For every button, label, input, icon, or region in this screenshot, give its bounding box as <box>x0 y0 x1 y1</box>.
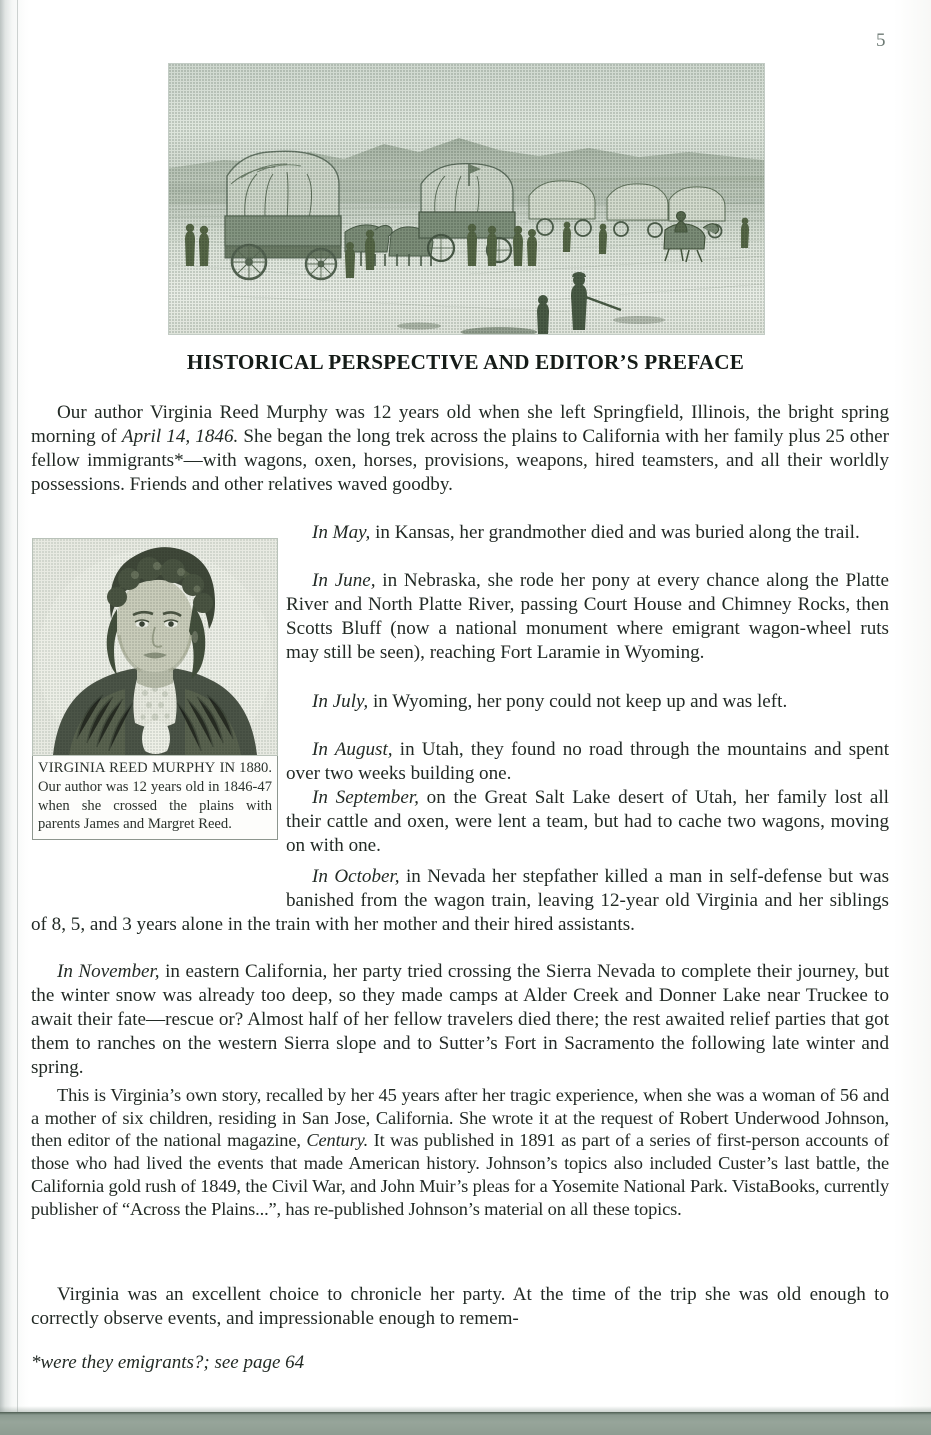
caption-body-text: IN 1880. Our author was 12 years old in 1846-47 when she crossed the plains with parents James and Margret Reed. <box>38 760 272 833</box>
scan-gutter-shadow <box>0 0 26 1412</box>
publication-text-a: This is Virginia’s own story, recalled by her 45 years after her tragic experience, when she was a woman of 56 and a mother of six children, residing in San Jose, California. She wrote it at the request of Robert Underwood Johnson, then editor of the national magazine, <box>31 1085 889 1151</box>
paragraph-november <box>31 960 889 1080</box>
paragraph-june <box>286 569 889 665</box>
magazine-name: Century. <box>306 1130 369 1151</box>
page-number: 5 <box>876 30 886 51</box>
portrait-halftone-texture <box>33 539 277 755</box>
intro-text-b: She began the long trek across the plains to California with her family plus 25 other fellow immigrants*—with wagons, oxen, horses, provisions, weapons, hired teamsters, and all their worldly possessions. Friends and other relatives waved goodby. <box>31 425 890 495</box>
month-label-june: In June, <box>312 570 376 591</box>
month-text-may: in Kansas, her grandmother died and was buried along the trail. <box>370 522 860 543</box>
paragraph-september <box>286 786 889 858</box>
wagon-train-engraving <box>168 63 765 335</box>
month-text-july: in Wyoming, her pony could not keep up and was left. <box>368 691 788 712</box>
month-label-september: In September, <box>312 787 419 808</box>
month-text-november: in eastern California, her party tried crossing the Sierra Nevada to complete their journey, but the winter snow was already too deep, so they made camps at Alder Creek and Donner Lake near Truckee to await their fate—rescue or? Almost half of her fellow travelers died there; the rest awaited relief parties that got them to ranches on the western Sierra slope and to Sutter’s Fort in Sacramento the following late winter and spring. <box>31 961 889 1078</box>
intro-text-a: Our author Virginia Reed Murphy was 12 years old when she left Springfield, Illinois, the bright spring morning of <box>31 402 889 447</box>
month-text-october: in Nevada her stepfather killed a man in self-defense but was banished from the wagon train, leaving 12-year old Virginia and her siblings of 8, 5, and 3 years alone in the train with her mother and their hired assistants. <box>31 866 889 935</box>
paragraph-may <box>286 521 889 545</box>
paragraph-intro <box>31 401 889 497</box>
caption-subject-name: VIRGINIA REED MURPHY <box>38 760 216 776</box>
paragraph-october <box>31 865 889 937</box>
departure-date: April 14, 1846. <box>121 425 239 447</box>
month-label-november: In November, <box>57 961 160 982</box>
month-text-september: on the Great Salt Lake desert of Utah, her family lost all their cattle and oxen, were lent a team, but had to cache two wagons, moving on with one. <box>286 787 889 856</box>
month-label-july: In July, <box>312 691 369 712</box>
footnote: *were they emigrants?; see page 64 <box>31 1352 305 1373</box>
engraving-halftone-texture <box>169 64 764 334</box>
month-text-august: in Utah, they found no road through the mountains and spent over two weeks building one. <box>286 739 890 784</box>
paragraph-august <box>286 738 889 786</box>
paragraph-closing: Virginia was an excellent choice to chronicle her party. At the time of the trip she was old enough to correctly observe events, and impressionable enough to remem- <box>31 1284 889 1329</box>
month-label-august: In August, <box>312 739 393 760</box>
portrait-figure <box>32 538 278 840</box>
virginia-reed-murphy-portrait <box>32 538 278 756</box>
publication-text-b: It was published in 1891 as part of a series of first-person accounts of those who had lived the events that made American history. Johnson’s topics also included Custer’s last battle, the California gold rush of 1849, the Civil War, and John Muir’s pleas for a Yosemite National Park. VistaBooks, currently publisher of “Across the Plains...”, has re-published Johnson’s material on all these topics. <box>31 1130 889 1219</box>
portrait-wrap-spacer <box>31 865 286 889</box>
month-label-october: In October, <box>312 866 400 887</box>
scan-gutter-line <box>17 0 18 1412</box>
month-label-may: In May, <box>312 522 371 543</box>
paragraph-july <box>286 690 889 714</box>
page-title: HISTORICAL PERSPECTIVE AND EDITOR’S PREFACE <box>186 350 745 374</box>
scanner-bed-band <box>0 1412 931 1435</box>
paragraph-publication-history <box>31 1084 889 1220</box>
month-text-june: in Nebraska, she rode her pony at every chance along the Platte River and North Platte River, passing Court House and Chimney Rocks, then Scotts Bluff (now a national monument where emigrant wagon-wheel ruts may still be seen), reaching Fort Laramie in Wyoming. <box>286 570 889 663</box>
portrait-caption <box>32 756 278 840</box>
